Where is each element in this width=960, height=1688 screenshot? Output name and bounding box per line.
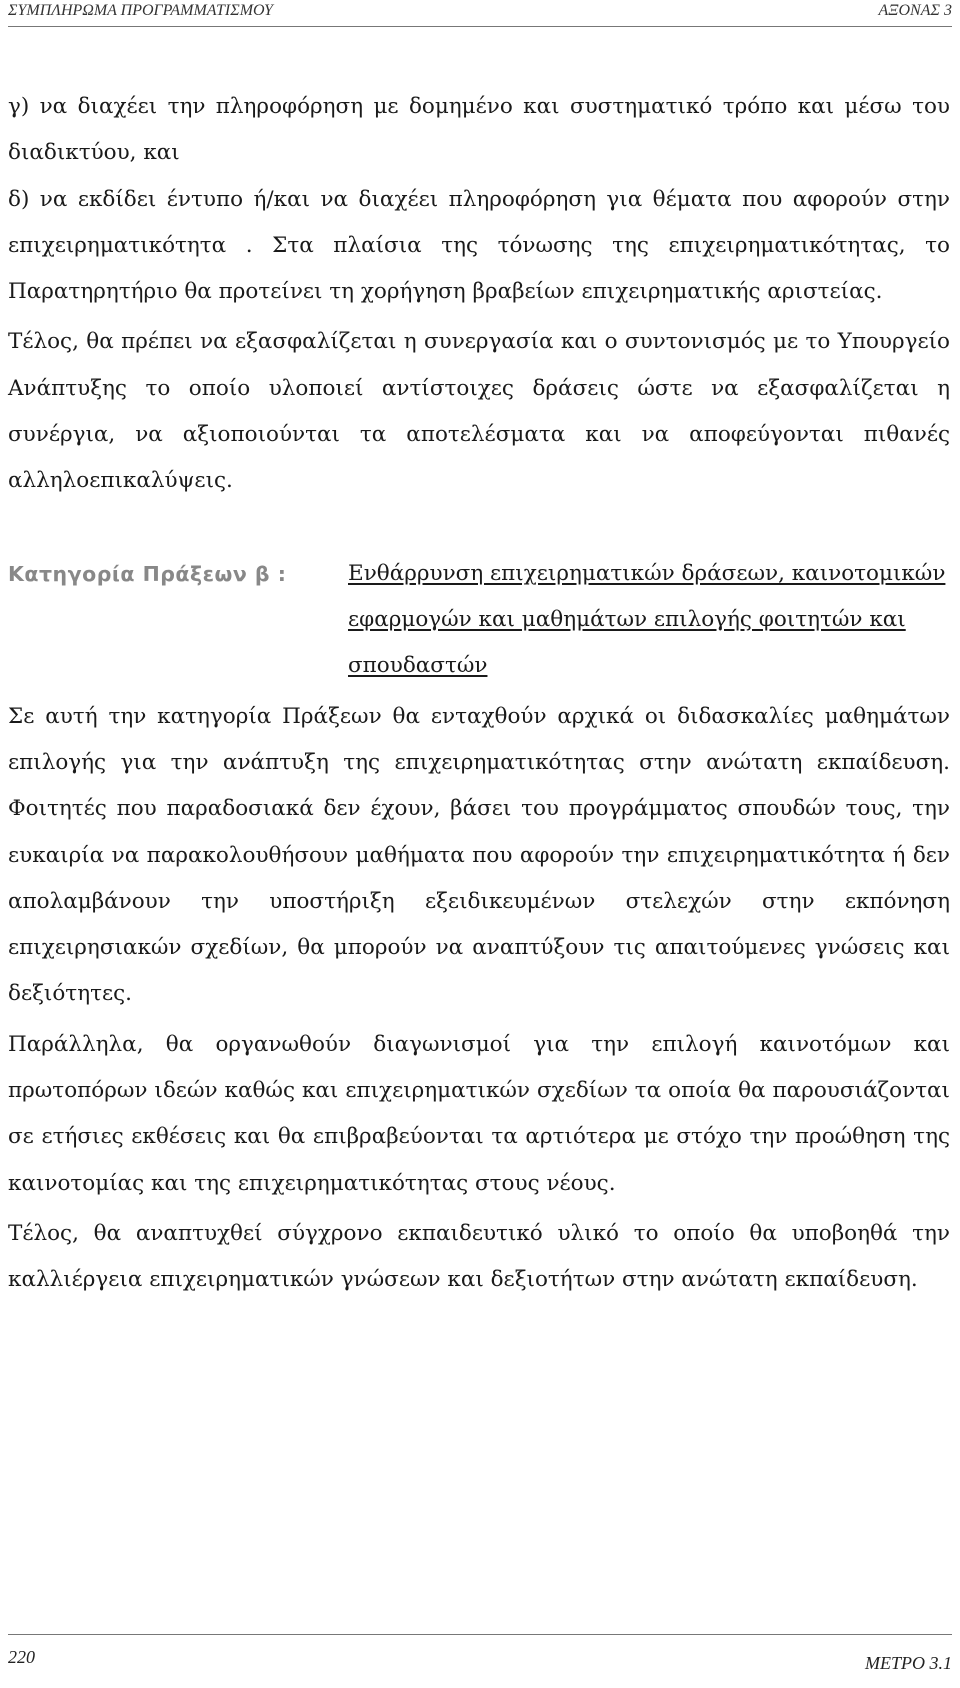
header-axis-label: ΑΞΟΝΑΣ 3 — [878, 2, 952, 19]
paragraph-item-d: δ) να εκδίδει έντυπο ή/και να διαχέει πληροφόρηση για θέματα που αφορούν στην επιχειρηματικότητα . Στα πλαίσια της τόνωσης της επιχειρηματικότητας, το Παρατηρητήριο θα προτείνει τη χορήγηση βραβείων επιχειρηματικής αριστείας. — [8, 186, 950, 305]
paragraph-courses: Σε αυτή την κατηγορία Πράξεων θα ενταχθούν αρχικά οι διδασκαλίες μαθημάτων επιλογής για την ανάπτυξη της επιχειρηματικότητας στην ανώτατη εκπαίδευση. Φοιτητές που παραδοσιακά δεν έχουν, βάσει του προγράμματος σπουδών τους, την ευκαιρία να παρακολουθήσουν μαθήματα που αφορούν την επιχειρηματικότητα ή δεν απολαμβάνουν την υποστήριξη εξειδικευμένων στελεχών στην εκπόνηση επιχειρησιακών σχεδίων, θα μπορούν να αναπτύξουν τις απαιτούμενες γνώσεις και δεξιότητες. — [8, 703, 950, 1007]
page-number: 220 — [8, 1647, 35, 1667]
category-title: Ενθάρρυνση επιχειρηματικών δράσεων, καινοτομικών εφαρμογών και μαθημάτων επιλογής φοιτητών και σπουδαστών — [348, 560, 946, 679]
paragraph-competitions: Παράλληλα, θα οργανωθούν διαγωνισμοί για την επιλογή καινοτόμων και πρωτοπόρων ιδεών καθώς και επιχειρηματικών σχεδίων τα οποία θα παρουσιάζονται σε ετήσιες εκθέσεις και θα επιβραβεύονται τα αρτιότερα με στόχο την προώθηση της καινοτομίας και της επιχειρηματικότητας στους νέους. — [8, 1031, 950, 1196]
footer-measure-label: ΜΕΤΡΟ 3.1 — [865, 1653, 952, 1673]
paragraph-coordination: Τέλος, θα πρέπει να εξασφαλίζεται η συνεργασία και ο συντονισμός με το Υπουργείο Ανάπτυξης το οποίο υλοποιεί αντίστοιχες δράσεις ώστε να εξασφαλίζεται η συνέργια, να αξιοποιούνται τα αποτελέσματα και να αποφεύγονται πιθανές αλληλοεπικαλύψεις. — [8, 329, 950, 494]
page-header — [8, 0, 952, 27]
paragraph-educational-material: Τέλος, θα αναπτυχθεί σύγχρονο εκπαιδευτικό υλικό το οποίο θα υποβοηθά την καλλιέργεια επιχειρηματικών γνώσεων και δεξιοτήτων στην ανώτατη εκπαίδευση. — [8, 1220, 950, 1293]
page-content — [8, 84, 950, 1304]
page-footer — [8, 1634, 952, 1675]
header-program-title: ΣΥΜΠΛΗΡΩΜΑ ΠΡΟΓΡΑΜΜΑΤΙΣΜΟΥ — [8, 2, 273, 19]
category-label: Κατηγορία Πράξεων β : — [8, 561, 287, 586]
paragraph-item-g: γ) να διαχέει την πληροφόρηση με δομημένο και συστηματικό τρόπο και μέσω του διαδικτύου, και — [8, 94, 950, 166]
category-heading — [8, 551, 950, 694]
